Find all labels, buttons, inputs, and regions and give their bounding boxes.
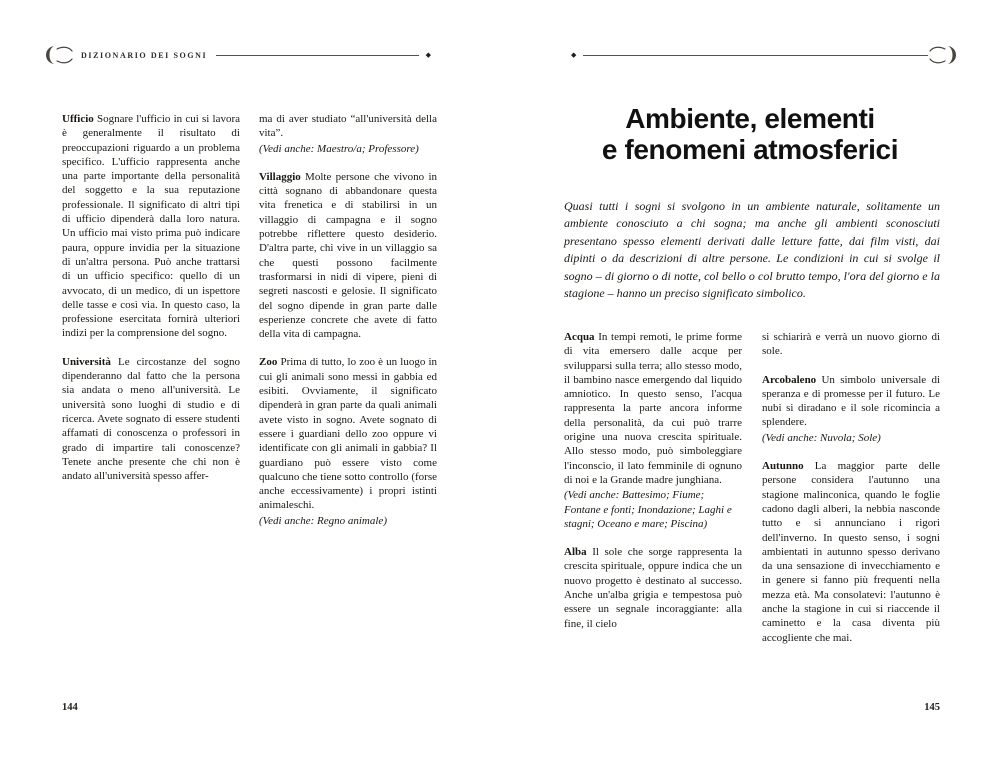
- right-page-column-2: [762, 330, 940, 659]
- diamond-icon: ◆: [425, 50, 431, 59]
- entry-villaggio: [259, 170, 437, 342]
- see-also-reference: (Vedi anche: Regno animale): [259, 514, 387, 527]
- running-head-title: DIZIONARIO DEI SOGNI: [81, 50, 208, 60]
- entry-term: Zoo: [259, 356, 281, 369]
- entry-term: Ufficio: [62, 113, 97, 125]
- entry-body: Alba Il sole che sorge rappresenta la crescita spirituale, oppure indica che un nuovo progetto è destinato al successo. Anche un'alba grigia e tempestosa può essere un segnale incoraggiante: alla fine, il cielo: [564, 546, 742, 630]
- entry-arcobaleno: [762, 373, 940, 445]
- entry-term: Villaggio: [259, 170, 306, 183]
- entry-body: Autunno La maggior parte delle persone considera l'autunno una stagione malinconica, quando le foglie cadono dagli alberi, la nebbia nasconde tutto e si annunciano i rigori dell'inverno. In questo senso, i sogni ambientati in autunno spesso derivano da una sensazione di invecchiamento e in genere si fanno più frequenti nella mezza età. Ma consolatevi: l'autunno è anche la stagione in cui si riaccende il caminetto e la casa diventa più accogliente che mai.: [762, 460, 940, 644]
- entry-body: Università Le circostanze del sogno dipenderanno dal fatto che la persona sia andata o meno all'università. Le università sono luoghi di studio e di ricerca. Avete sognato di essere studenti affamati di conoscenza o professori in grado di impartire tali conoscenze? Tenete anche presente che chi non è andato all'università spesso affer-: [62, 355, 240, 483]
- entry-universit: [62, 355, 240, 484]
- running-header-right: [564, 44, 958, 66]
- entry-alba: [564, 545, 742, 631]
- see-also-reference: (Vedi anche: Battesimo; Fiume; Fontane e fonti; Inondazione; Laghi e stagni; Oceano e mare; Piscina): [564, 489, 732, 530]
- page-number-right: 145: [924, 702, 940, 713]
- entry-continuation: [259, 112, 437, 156]
- running-header-left: [44, 44, 438, 66]
- header-rule: [216, 55, 418, 56]
- entry-term: Autunno: [762, 460, 815, 473]
- chapter-title-line-1: Ambiente, elementi: [625, 103, 875, 134]
- entry-zoo: [259, 355, 437, 528]
- entry-body: Acqua In tempi remoti, le prime forme di vita emersero dalle acque per svilupparsi sulla terra; allo stesso modo, il bambino nasce emergendo dal liquido amniotico. In questo senso, l'acqua rappresenta la parte ancora informe della personalità, da cui può trarre origine una nuova crescita spirituale. Allo stesso modo, può simboleggiare l'inconscio, il lato femminile di ognuno di noi e la Grande madre junghiana.: [564, 331, 742, 486]
- entry-body: Arcobaleno Un simbolo universale di speranza e di promesse per il futuro. Le nubi si diradano e il sole ricomincia a splendere.: [762, 373, 941, 429]
- entry-body: Zoo Prima di tutto, lo zoo è un luogo in cui gli animali sono messi in gabbia ed esibiti. Ovviamente, il significato dipenderà in gran parte da quali animali avete visto in sogno. Avete sognato di essere i guardiani dello zoo oppure vi identificate con gli animali in gabbia? Il guardiano può essere visto come qualcuno che tiene sotto controllo (forse anche eccessivamente) i propri istinti animaleschi.: [259, 356, 437, 512]
- entry-acqua: [564, 330, 742, 531]
- chapter-title-line-2: e fenomeni atmosferici: [601, 133, 899, 165]
- right-page: [500, 0, 1000, 770]
- chapter-intro: Quasi tutti i sogni si svolgono in un ambiente naturale, solitamente un ambiente conosciuto a chi sogna; ma anche gli ambienti sconosciuti presentano spesso elementi derivati dalle letture fatte, dai film visti, dai dipinti o da descrizioni di altre persone. Le condizioni in cui si svolge il sogno – di giorno o di notte, col bello o col brutto tempo, l'ora del giorno e la stagione – hanno un preciso significato simbolico.: [564, 199, 940, 300]
- moon-ornament-icon: [44, 44, 74, 66]
- entry-ufficio: [62, 112, 240, 341]
- right-page-column-1: [564, 330, 742, 645]
- header-rule: [583, 55, 928, 56]
- chapter-title: [540, 104, 960, 166]
- entry-autunno: [762, 459, 940, 645]
- page-number-left: 144: [62, 702, 78, 713]
- entry-body: Villaggio Molte persone che vivono in città sognano di abbandonare questa vita frenetica e di stabilirsi in un villaggio di campagna e il sogno potrebbe riflettere questo desiderio. D'altra parte, chi vive in un villaggio sa che questi possono facilmente trasformarsi in nidi di vipere, pieni di segreti nascosti e gelosie. Il significato del sogno dipende in gran parte dalle esperienze concrete che avete di fatto della vita di campagna.: [259, 170, 437, 341]
- diamond-icon: ◆: [571, 50, 577, 59]
- see-also-reference: (Vedi anche: Nuvola; Sole): [762, 431, 881, 444]
- entry-body: si schiarirà e verrà un nuovo giorno di sole.: [762, 331, 940, 358]
- entry-body: ma di aver studiato “all'università della vita”.: [259, 113, 437, 140]
- left-page-column-2: [259, 112, 437, 542]
- entry-term: Arcobaleno: [762, 373, 822, 386]
- entry-term: Alba: [564, 546, 593, 559]
- left-page-column-1: [62, 112, 240, 497]
- entry-body: Ufficio Sognare l'ufficio in cui si lavora è generalmente il risultato di preoccupazioni riguardo a un problema specifico. L'ufficio rappresenta anche una parte importante della personalità del soggetto e la sua reputazione professionale. Il significato di altri tipi di ufficio dipenderà dalla loro natura. Un ufficio mai visto prima può indicare paura, oppure invidia per la situazione di un'altra persona. Può anche trattarsi di un ufficio specifico: quello di un avvocato, di un medico, di un ispettore delle tasse e così via. In questo caso, la professione esercitata fornirà ulteriori indizi per la comprensione del sogno.: [62, 113, 240, 340]
- entry-term: Università: [62, 355, 118, 368]
- entry-continuation: [762, 330, 940, 359]
- moon-ornament-icon: [928, 44, 958, 66]
- see-also-reference: (Vedi anche: Maestro/a; Professore): [259, 142, 419, 155]
- entry-term: Acqua: [564, 331, 599, 343]
